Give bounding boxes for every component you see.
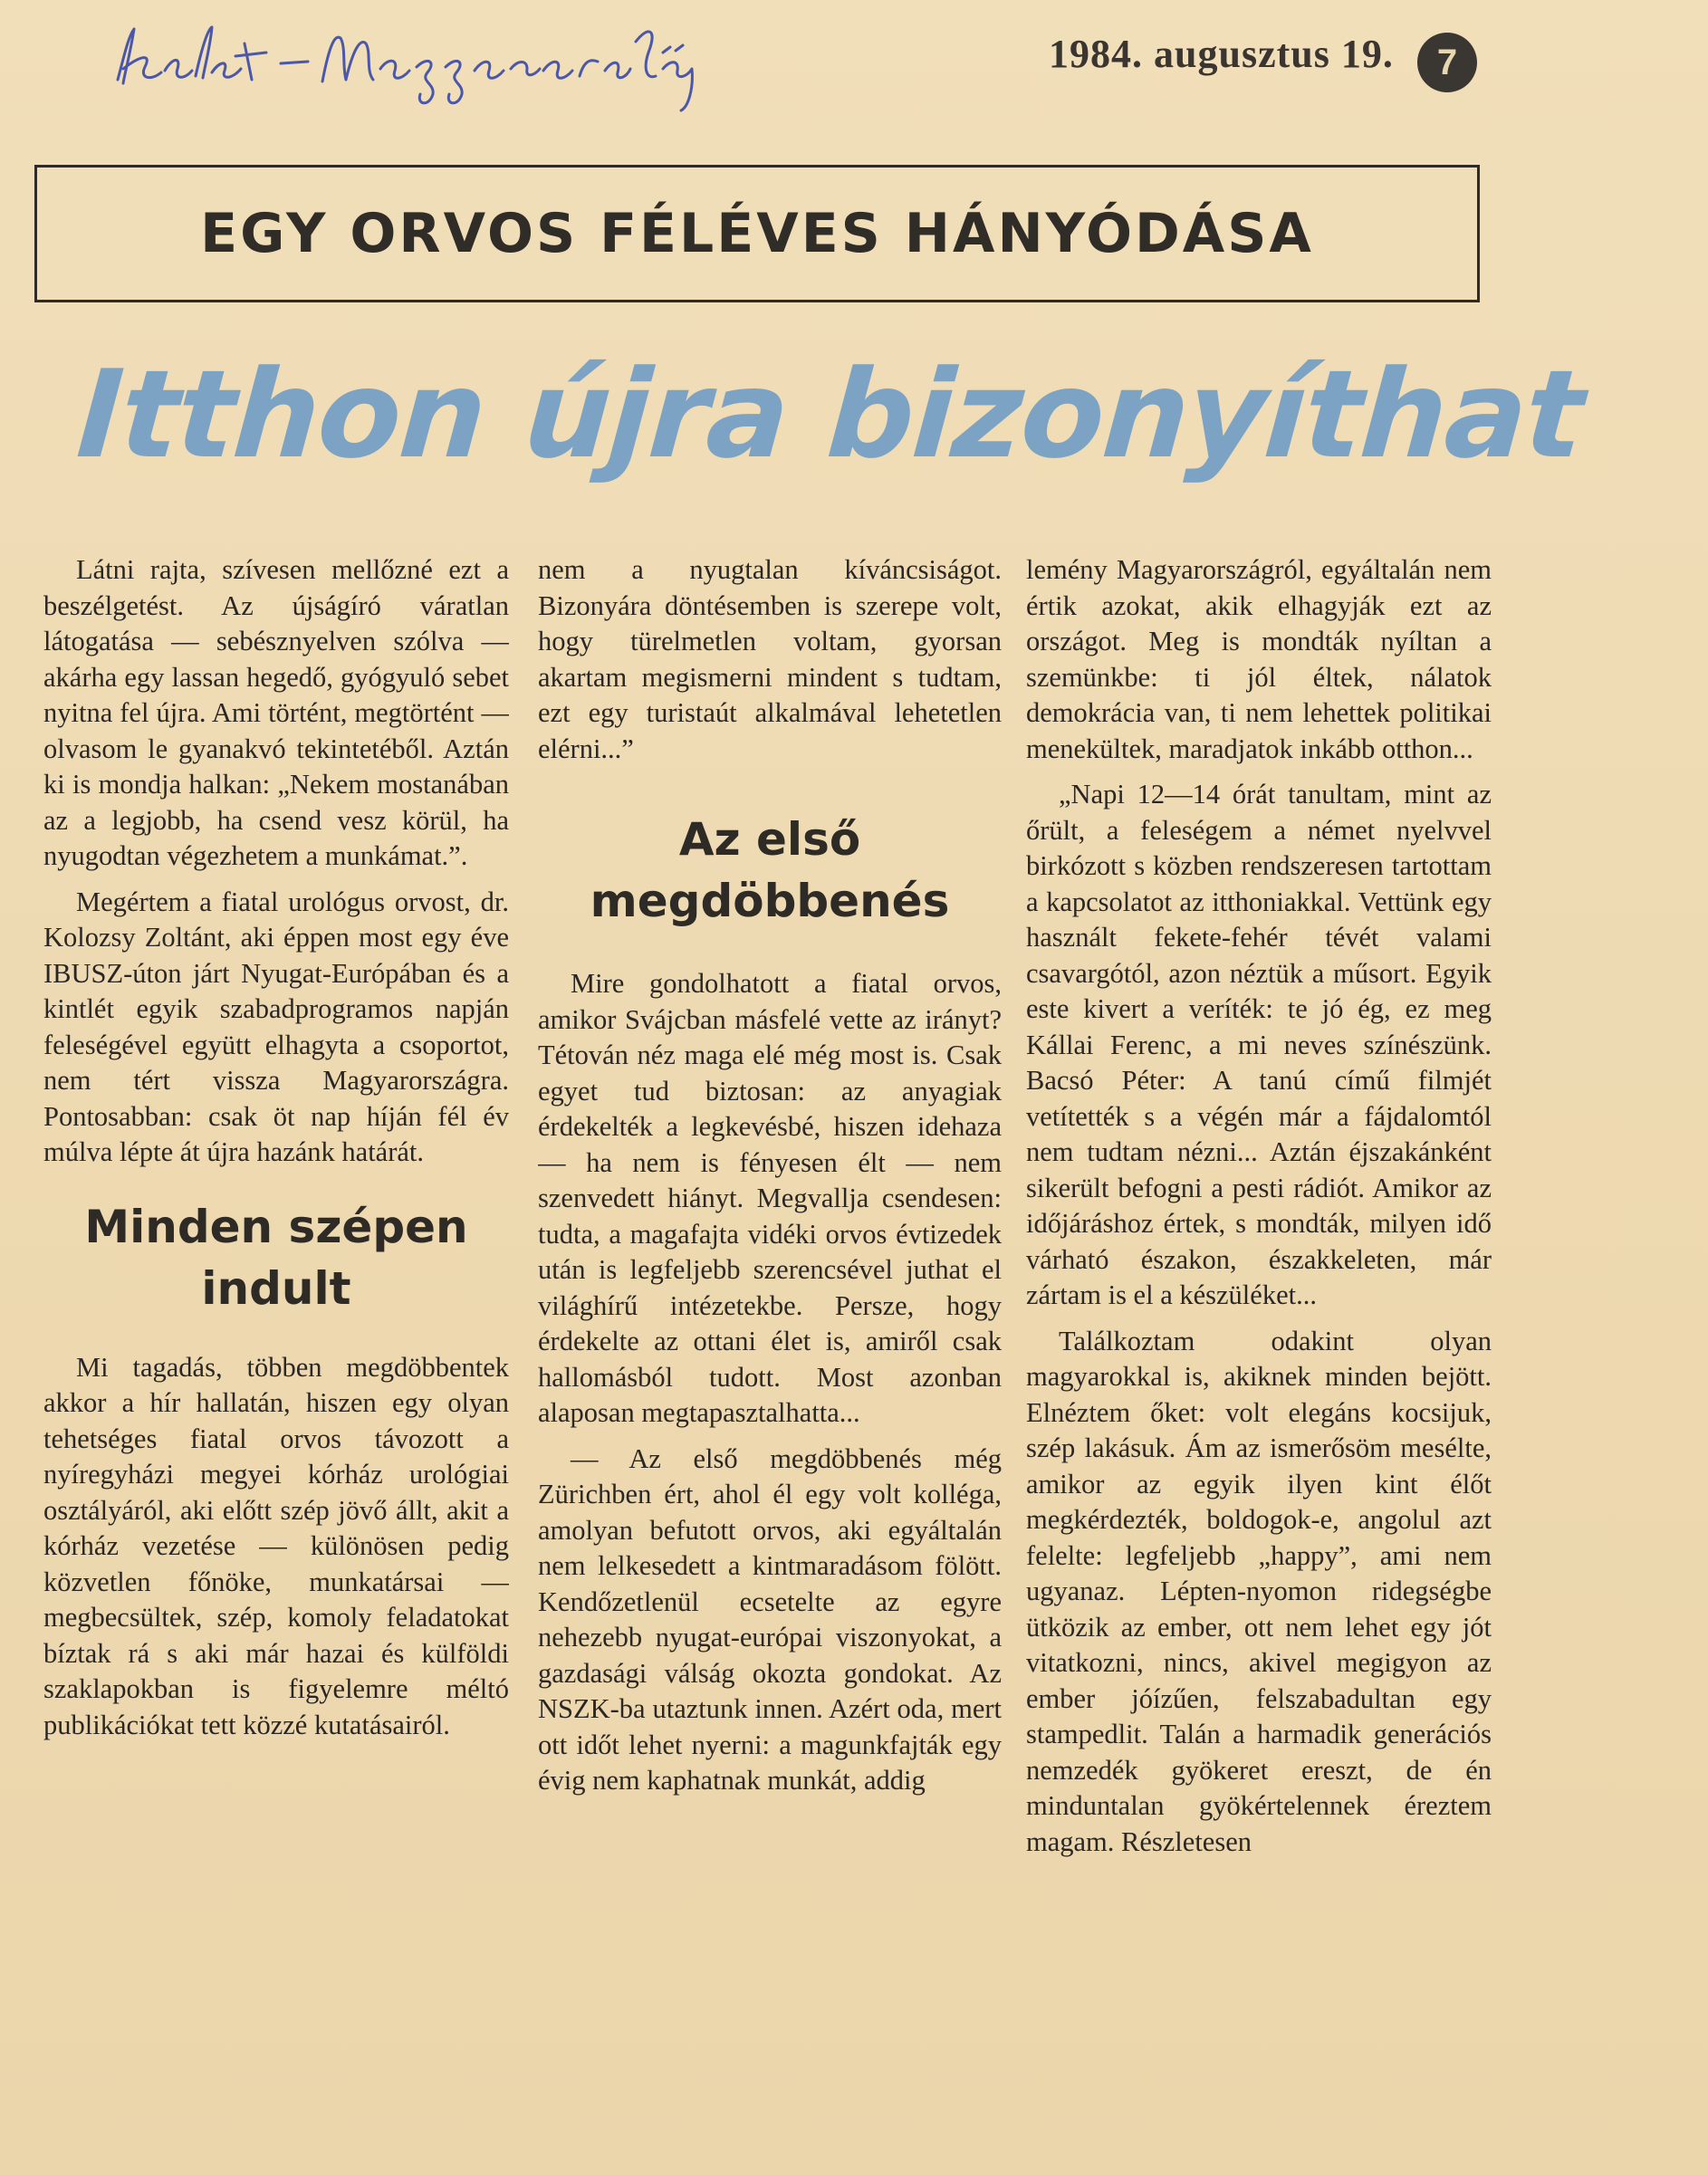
subheading (43, 1196, 509, 1319)
paragraph: lemény Magyarországról, egyáltalán nem értik azokat, akik elhagyják ezt az országot. Meg is mondták nyíltan a szemünkbe: ti jól éltek, nálatok demokrácia van, ti nem lehettek politikai menekültek, maradjatok inkább otthon... (1026, 554, 1492, 764)
subheading (538, 809, 1002, 932)
paragraph: nem a nyugtalan kíváncsiságot. Bizonyára döntésemben is szerepe volt, hogy türelmetlen voltam, gyorsan akartam megismerni mindent s tudtam, ezt egy turistaút alkalmával lehetetlen elérni...” (538, 554, 1002, 764)
subheading-line: megdöbbenés (590, 875, 950, 927)
article-headline: Itthon újra bizonyíthat (72, 344, 1587, 485)
page-number-badge: 7 (1417, 33, 1477, 92)
subheading-line: Minden szépen (84, 1200, 468, 1253)
paragraph: Mire gondolhatott a fiatal orvos, amikor Svájcban másfelé vette az irányt? Tétován néz maga elé még most is. Csak egyet tud biztosan: az anyagiak érdekelték a legkevésbé, hiszen idehaza — ha nem is fényesen élt — nem szenvedett hiányt. Megvallja csendesen: tudta, a magafajta vidéki orvos évtizedek után is legfeljebb szerencsével juthat el világhírű intézetekbe. Persze, hogy érdekelte az ottani élet is, amiről csak hallomásból tudott. Most azonban alaposan megtapasztalhatta... (538, 968, 1002, 1428)
paragraph: Találkoztam odakint olyan magyarokkal is, akiknek minden bejött. Elnéztem őket: volt elegáns kocsijuk, szép lakásuk. Ám az ismerősöm mesélte, amikor az egyik ilyen kint élőt megkérdezték, boldogok-e, angolul azt felelte: legfeljebb „happy”, ami nem ugyanaz. Lépten-nyomon ridegségbe ütközik az ember, ott nem lehet egy jót vitatkozni, nincs, akivel megigyon az ember jóízűen, felszabadultan egy stampedlit. Talán a harmadik generációs nemzedék gyökeret ereszt, de én minduntalan gyökértelennek éreztem magam. Részletesen (1026, 1325, 1492, 1857)
handwriting-signature-image (109, 16, 779, 116)
paragraph: Mi tagadás, többen megdöbbentek akkor a hír hallatán, hiszen egy olyan tehetséges fiatal orvos távozott a nyíregyházi megyei kórház urológiai osztályáról, aki előtt szép jövő állt, akit a kórház vezetése — különösen pedig közvetlen főnöke, munkatársai — megbecsültek, szép, komoly feladatokat bíztak rá s aki már hazai és külföldi szaklapokban is figyelemre méltó publikációkat tett közzé kutatásairól. (43, 1351, 509, 1740)
article-column-3 (1026, 552, 1492, 2175)
paragraph: Látni rajta, szívesen mellőzné ezt a beszélgetést. Az újságíró váratlan látogatása — sebésznyelven szólva — akárha egy lassan hegedő, gyógyuló sebet nyitna fel újra. Ami történt, megtörtént — olvasom le gyanakvó tekintetéből. Aztán ki is mondja halkan: „Nekem mostanában az a legjobb, ha csend vesz körül, ha nyugodtan végezhetem a munkámat.”. (43, 554, 509, 871)
publication-date: 1984. augusztus 19. (1049, 32, 1394, 76)
article-kicker: EGY ORVOS FÉLÉVES HÁNYÓDÁSA (200, 202, 1314, 265)
paragraph: — Az első megdöbbenés még Zürichben ért, ahol él egy volt kolléga, amolyan befutott orvos, aki egyáltalán nem lelkesedett a kintmaradásom fölött. Kendőzetlenül ecsetelte az egyre nehezebb nyugat-európai viszonyokat, a gazdasági válság okozta gondokat. Az NSZK-ba utaztunk innen. Azért oda, mert ott időt lehet nyerni: a magunkfajták egy évig nem kaphatnak munkát, addig (538, 1442, 1002, 1796)
paragraph: Megértem a fiatal urológus orvost, dr. Kolozsy Zoltánt, aki éppen most egy éve IBUSZ-úton járt Nyugat-Európában és a kintlét egyik szabadprogramos napján feleségével együtt elhagyta a csoportot, nem tért vissza Magyarországra. Pontosabban: csak öt nap híján fél év múlva lépte át újra hazánk határát. (43, 886, 509, 1167)
subheading-line: indult (201, 1261, 351, 1315)
subheading-line: Az első (678, 813, 861, 866)
article-column-1 (43, 552, 509, 2175)
paragraph: „Napi 12—14 órát tanultam, mint az őrült, a feleségem a német nyelvvel birkózott s közben rendszeresen tartottam a kapcsolatot az itthoniakkal. Vettünk egy használt fekete-fehér tévét valami csavargótól, azon néztük a műsort. Egyik este kivert a veríték: te jó ég, ez meg Kállai Ferenc, a mi neves színészünk. Bacsó Péter: A tanú című filmjét vetítették s a végén már a fájdalomtól nem tudtam nézni... Aztán éjszakánként sikerült befogni a pesti rádiót. Amikor az időjáráshoz értek, s mondták, milyen idő várható északon, északkeleten, már zártam is el a készüléket... (1026, 779, 1492, 1310)
article-column-2 (538, 552, 1002, 2175)
handwritten-source-note (109, 16, 779, 116)
kicker-box (34, 165, 1480, 302)
